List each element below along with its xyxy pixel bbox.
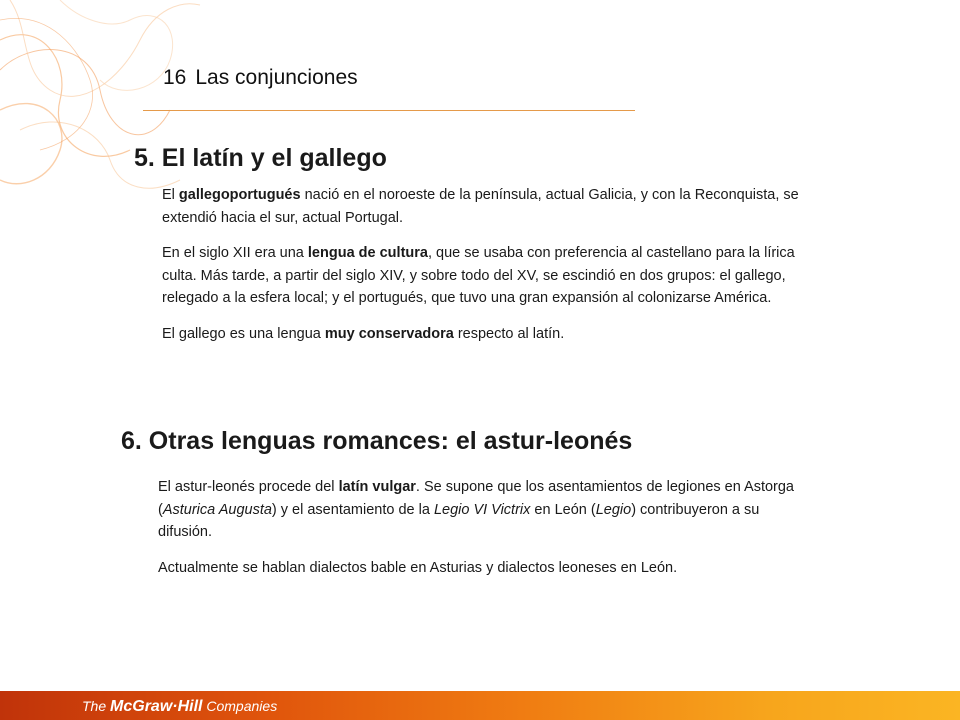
section-6-paragraph-1 [158,476,798,544]
mcgraw-hill-logo [82,698,277,716]
text-span: en León ( [530,501,596,518]
logo-brand: McGraw·Hill [110,698,203,715]
section-5-title: 5. El latín y el gallego [134,144,387,172]
text-span: En el siglo XII era una [162,245,308,261]
logo-text: The [82,698,111,714]
section-6-title: 6. Otras lenguas romances: el astur-leonés [121,427,633,455]
bold-term: gallegoportugués [178,187,301,203]
text-span: . Se supone que los asentamientos de legiones en Astorga ( [158,479,794,518]
section-5-paragraph-2 [162,242,802,310]
text-span: El gallego es una lengua [162,325,325,342]
chapter-title: Las conjunciones [195,66,358,89]
text-span: nació en el noroeste de la península, actual Galicia, y con la Reconquista, se extendió hacia el sur, actual Portugal. [162,187,799,226]
text-span: El [162,187,179,203]
bold-term: lengua de cultura [307,245,428,261]
page-header [163,66,358,90]
section-5-paragraph-1 [162,184,802,229]
text-span: ) y el asentamiento de la [271,501,434,518]
header-divider [143,110,635,111]
bold-term: muy conservadora [324,325,454,342]
section-5-paragraph-3 [162,323,802,346]
text-span: respecto al latín. [453,325,565,342]
text-span: ) contribuyeron a su difusión. [158,501,760,540]
bold-term: latín vulgar [338,479,416,495]
italic-term: Legio [595,501,632,518]
italic-term: Asturica Augusta [162,501,272,518]
chapter-number: 16 [163,66,187,89]
logo-text: Companies [202,698,278,714]
section-5-body [162,184,802,358]
footer-bar [0,691,960,720]
text-span: El astur-leonés procede del [158,479,339,495]
section-6-paragraph-2: Actualmente se hablan dialectos bable en Asturias y dialectos leoneses en León. [158,559,678,576]
italic-term: Legio VI Victrix [433,501,531,518]
section-6-body [158,476,798,592]
text-span: , que se usaba con preferencia al castellano para la lírica culta. Más tarde, a partir del siglo XIV, y sobre todo del XV, se escindió en dos grupos: el gallego, relegado a la esfera local; y el portugués, que tuvo una gran expansión al colonizarse América. [162,245,795,306]
